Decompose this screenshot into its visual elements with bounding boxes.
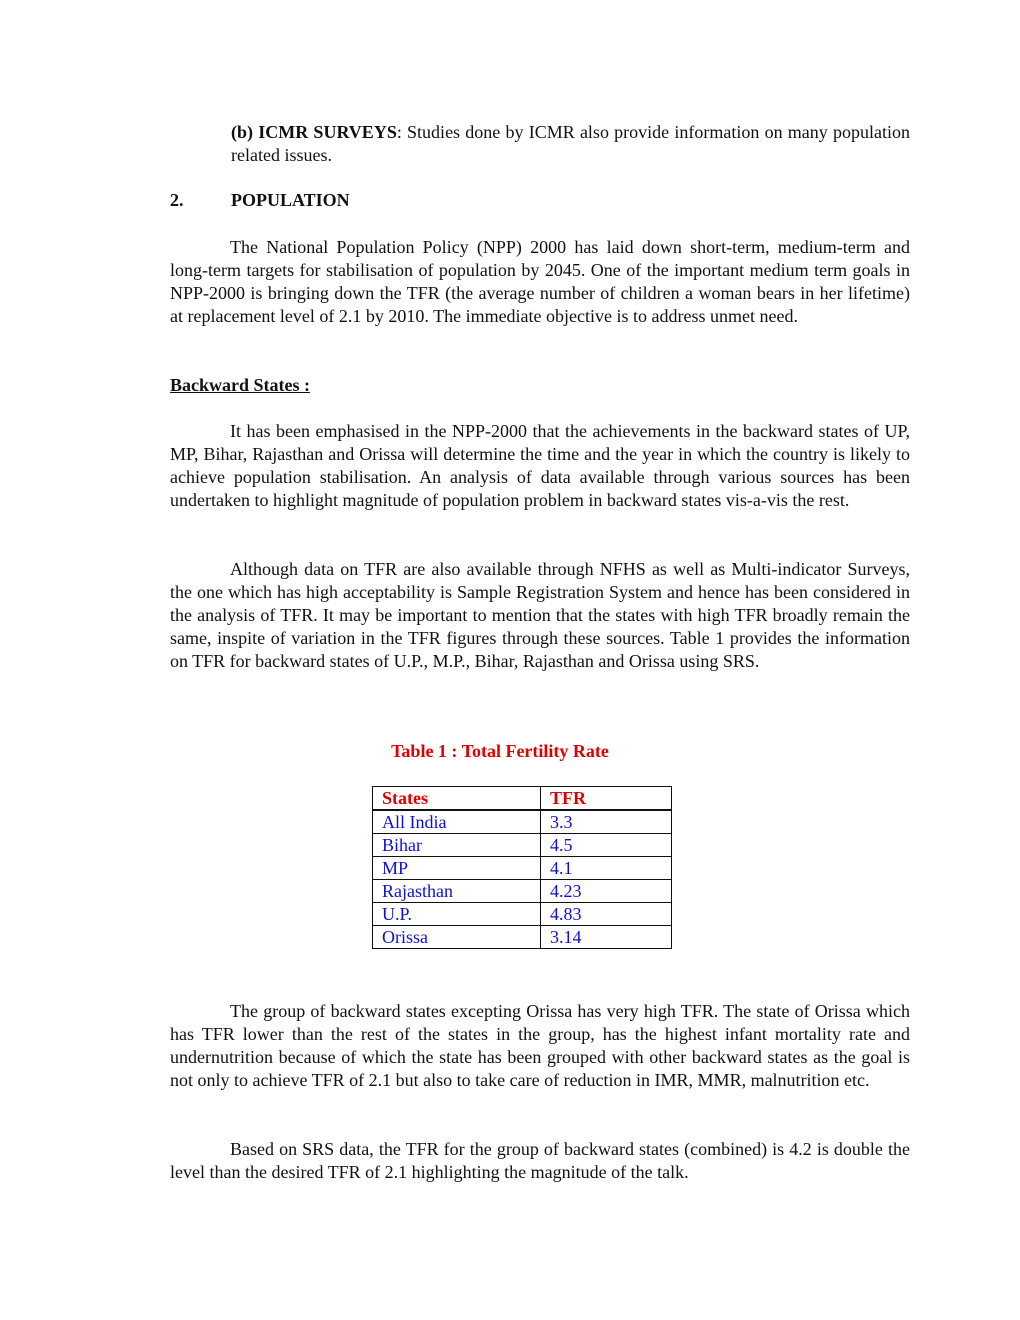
section-number: 2. — [170, 190, 184, 210]
tfr-sources-paragraph: Although data on TFR are also available through NFHS as well as Multi-indicator Surveys, the one which has high acceptability is Sample Registration System and hence has been considered in the analysis of TFR. It may be important to mention that the states with high TFR broadly remain the same, inspite of variation in the TFR figures through these sources. Table 1 provides the information on TFR for backward states of U.P., M.P., Bihar, Rajasthan and Orissa using SRS. — [170, 559, 910, 671]
table-header-row — [373, 787, 672, 811]
header-tfr: TFR — [541, 787, 672, 811]
tfr-cell: 4.83 — [541, 903, 672, 926]
icmr-surveys-paragraph — [231, 121, 910, 167]
table-caption: Table 1 : Total Fertility Rate — [391, 741, 609, 761]
tfr-cell: 4.5 — [541, 834, 672, 857]
state-cell: All India — [373, 810, 541, 834]
orissa-paragraph: The group of backward states excepting Orissa has very high TFR. The state of Orissa which has TFR lower than the rest of the states in the group, has the highest infant mortality rate and undernutrition because of which the state has been grouped with other backward states as the goal is not only to achieve TFR of 2.1 but also to take care of reduction in IMR, MMR, malnutrition etc. — [170, 1001, 910, 1090]
header-states: States — [373, 787, 541, 811]
icmr-surveys-label: (b) ICMR SURVEYS — [231, 122, 397, 142]
table-row — [373, 810, 672, 834]
tfr-table — [372, 786, 672, 949]
state-cell: U.P. — [373, 903, 541, 926]
backward-states-paragraph: It has been emphasised in the NPP-2000 that the achievements in the backward states of UP, MP, Bihar, Rajasthan and Orissa will determine the time and the year in which the country is likely to achieve population stabilisation. An analysis of data available through various sources has been undertaken to highlight magnitude of population problem in backward states vis-a-vis the rest. — [170, 421, 910, 510]
state-cell: Orissa — [373, 926, 541, 949]
tfr-cell: 4.1 — [541, 857, 672, 880]
section-title: POPULATION — [231, 190, 350, 210]
tfr-cell: 4.23 — [541, 880, 672, 903]
table-row — [373, 903, 672, 926]
state-cell: MP — [373, 857, 541, 880]
icmr-surveys-text: : Studies done by ICMR also provide information on many population related issues. — [231, 122, 910, 165]
npp-paragraph: The National Population Policy (NPP) 2000 has laid down short-term, medium-term and long-term targets for stabilisation of population by 2045. One of the important medium term goals in NPP-2000 is bringing down the TFR (the average number of children a woman bears in her lifetime) at replacement level of 2.1 by 2010. The immediate objective is to address unmet need. — [170, 237, 910, 326]
table-row — [373, 834, 672, 857]
tfr-cell: 3.14 — [541, 926, 672, 949]
backward-states-heading: Backward States : — [170, 375, 310, 395]
table-row — [373, 926, 672, 949]
state-cell: Bihar — [373, 834, 541, 857]
table-row — [373, 857, 672, 880]
table-row — [373, 880, 672, 903]
state-cell: Rajasthan — [373, 880, 541, 903]
tfr-cell: 3.3 — [541, 810, 672, 834]
srs-combined-paragraph: Based on SRS data, the TFR for the group of backward states (combined) is 4.2 is double the level than the desired TFR of 2.1 highlighting the magnitude of the talk. — [170, 1139, 910, 1182]
